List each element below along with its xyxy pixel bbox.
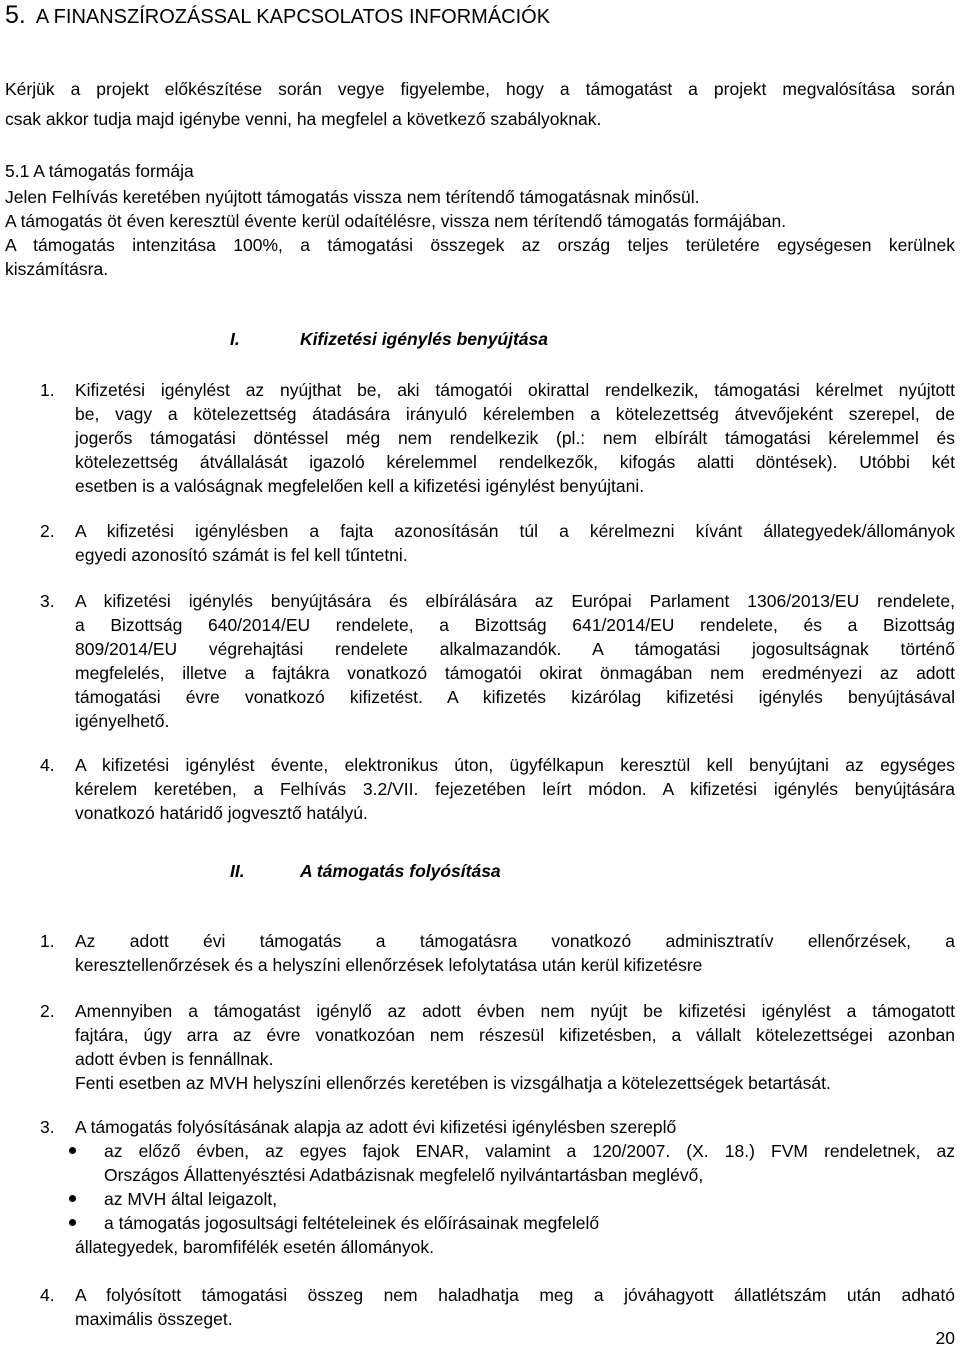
item-number: 1. bbox=[40, 380, 55, 400]
subsection-heading: 5.1 A támogatás formája bbox=[5, 161, 194, 181]
intro-line-2: csak akkor tudja majd igénybe venni, ha megfelel a következő szabályoknak. bbox=[5, 109, 602, 129]
item-line: 809/2014/EU végrehajtási rendelete alkalmazandók. A támogatási jogosultságnak történő bbox=[75, 639, 955, 659]
part-roman: I. bbox=[230, 329, 240, 349]
bullet-line: az MVH által leigazolt, bbox=[104, 1189, 278, 1209]
bullet-line: Országos Állattenyésztési Adatbázisnak megfelelő nyilvántartásban meglévő, bbox=[104, 1165, 704, 1185]
item-line: kötelezettség átvállalását igazoló kérelemmel rendelkezők, kifogás alatti döntések). Utóbbi két bbox=[75, 452, 955, 472]
part-roman: II. bbox=[230, 861, 245, 881]
section-title: A FINANSZÍROZÁSSAL KAPCSOLATOS INFORMÁCIÓK bbox=[35, 6, 551, 28]
item-number: 1. bbox=[40, 931, 55, 951]
bullet-line: a támogatás jogosultsági feltételeinek és előírásainak megfelelő bbox=[104, 1213, 600, 1233]
item-line: vonatkozó határidő jogvesztő hatályú. bbox=[75, 803, 368, 823]
item-line: maximális összeget. bbox=[75, 1309, 233, 1329]
bullet-icon bbox=[69, 1147, 76, 1154]
page-number: 20 bbox=[935, 1328, 955, 1348]
part-title: A támogatás folyósítása bbox=[300, 861, 501, 881]
item-line: A kifizetési igénylésben a fajta azonosításán túl a kérelmezni kívánt állategyedek/állományok bbox=[75, 521, 955, 541]
paragraph-line: A támogatás öt éven keresztül évente kerül odaítélésre, vissza nem térítendő támogatás formájában. bbox=[5, 211, 787, 231]
item-line: támogatási évre vonatkozó kifizetést. A kifizetés kizárólag kifizetési igénylés benyújtásával bbox=[75, 687, 955, 707]
item-line: igényelhető. bbox=[75, 711, 170, 731]
section-heading bbox=[5, 1, 550, 31]
paragraph-line: A támogatás intenzitása 100%, a támogatási összegek az ország teljes területére egységesen kerülnek bbox=[5, 235, 955, 255]
paragraph-line: kiszámításra. bbox=[5, 259, 109, 279]
item-number: 4. bbox=[40, 755, 55, 775]
item-lead: A támogatás folyósításának alapja az adott évi kifizetési igénylésben szereplő bbox=[75, 1117, 677, 1137]
item-line: Kifizetési igénylést az nyújthat be, aki támogatói okirattal rendelkezik, támogatási kérelmet nyújtott bbox=[75, 380, 955, 400]
item-line: jogerős támogatási döntéssel még nem rendelkezik (pl.: nem elbírált támogatási kérelemmel és bbox=[75, 428, 955, 448]
item-line: fajtára, úgy arra az évre vonatkozóan nem részesül kifizetésben, a vállalt kötelezettségei azonban bbox=[75, 1025, 955, 1045]
section-number: 5. bbox=[5, 1, 26, 29]
item-number: 2. bbox=[40, 521, 55, 541]
bullet-icon bbox=[69, 1195, 76, 1202]
bullet-line: az előző évben, az egyes fajok ENAR, valamint a 120/2007. (X. 18.) FVM rendeletnek, az bbox=[104, 1141, 955, 1161]
item-line: A kifizetési igénylés benyújtására és elbírálására az Európai Parlament 1306/2013/EU rendelete, bbox=[75, 591, 955, 611]
item-line: a Bizottság 640/2014/EU rendelete, a Bizottság 641/2014/EU rendelete, és a Bizottság bbox=[75, 615, 955, 635]
item-line: A folyósított támogatási összeg nem haladhatja meg a jóváhagyott állatlétszám után adható bbox=[75, 1285, 955, 1305]
item-line: A kifizetési igénylést évente, elektronikus úton, ügyfélkapun keresztül kell benyújtani az egységes bbox=[75, 755, 955, 775]
item-line: megfelelés, illetve a fajtákra vonatkozó támogatói okirat önmagában nem eredményezi az adott bbox=[75, 663, 955, 683]
item-line: kérelem keretében, a Felhívás 3.2/VII. fejezetében leírt módon. A kifizetési igénylés benyújtására bbox=[75, 779, 955, 799]
item-line: Fenti esetben az MVH helyszíni ellenőrzés keretében is vizsgálhatja a kötelezettségek betartását. bbox=[75, 1073, 831, 1093]
item-line: esetben is a valóságnak megfelelően kell a kifizetési igénylést benyújtani. bbox=[75, 476, 645, 496]
item-number: 2. bbox=[40, 1001, 55, 1021]
item-number: 3. bbox=[40, 591, 55, 611]
item-number: 3. bbox=[40, 1117, 55, 1137]
item-line: Az adott évi támogatás a támogatásra vonatkozó adminisztratív ellenőrzések, a bbox=[75, 931, 955, 951]
item-number: 4. bbox=[40, 1285, 55, 1305]
item-line: keresztellenőrzések és a helyszíni ellenőrzések lefolytatása után kerül kifizetésre bbox=[75, 955, 703, 975]
bullet-icon bbox=[69, 1219, 76, 1226]
part-title: Kifizetési igénylés benyújtása bbox=[300, 329, 549, 349]
item-line: egyedi azonosító számát is fel kell tűntetni. bbox=[75, 545, 408, 565]
intro-line-1: Kérjük a projekt előkészítése során vegye figyelembe, hogy a támogatást a projekt megvalósítása során bbox=[5, 79, 955, 99]
item-line: adott évben is fennállnak. bbox=[75, 1049, 274, 1069]
item-line: Amennyiben a támogatást igénylő az adott évben nem nyújt be kifizetési igénylést a támogatott bbox=[75, 1001, 955, 1021]
item-line: be, vagy a kötelezettség átadására irányuló kérelemben a kötelezettség átvevőjeként szerepel, de bbox=[75, 404, 955, 424]
paragraph-line: Jelen Felhívás keretében nyújtott támogatás vissza nem térítendő támogatásnak minősül. bbox=[5, 187, 700, 207]
item-tail: állategyedek, baromfifélék esetén állományok. bbox=[75, 1237, 434, 1257]
